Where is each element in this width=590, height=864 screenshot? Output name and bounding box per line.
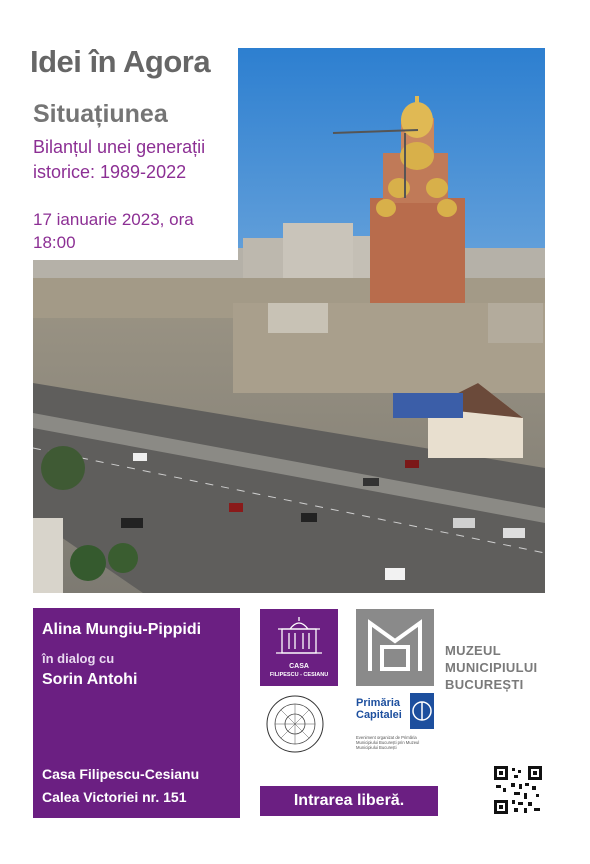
casa-logo-line2: FILIPESCU - CESIANU	[269, 672, 329, 678]
mb-monogram-icon	[356, 609, 434, 686]
event-title: Situațiunea	[33, 100, 168, 128]
muzeu-name	[445, 642, 585, 693]
free-entry-badge: Intrarea liberă.	[260, 786, 438, 816]
primaria-mark-icon	[410, 693, 434, 729]
muzeu-line-1: MUZEUL	[445, 643, 501, 658]
primaria-line-2: Capitalei	[356, 709, 402, 721]
speaker-2: Sorin Antohi	[42, 671, 138, 688]
casa-logo-line1: CASA	[289, 663, 309, 670]
muzeu-mark-logo	[356, 609, 434, 686]
speaker-1: Alina Mungiu-Pippidi	[42, 621, 202, 638]
qr-code-icon[interactable]	[494, 766, 542, 814]
casa-filipescu-logo	[260, 609, 338, 686]
muzeu-line-3: BUCUREȘTI	[445, 677, 524, 692]
speakers-panel	[33, 608, 240, 818]
primaria-line-1: Primăria	[356, 697, 401, 709]
primaria-name	[356, 697, 406, 721]
organizer-note: Eveniment organizat de Primăria Municipiului București prin Muzeul Municipiului București	[356, 735, 420, 750]
venue-name: Casa Filipescu-Cesianu	[42, 766, 200, 782]
event-subtitle: Bilanțul unei generații istorice: 1989-2022	[33, 137, 206, 182]
ordis-tertius-logo	[265, 694, 325, 754]
speaker-connector: în dialog cu	[42, 651, 115, 666]
event-series-title: Idei în Agora	[30, 44, 211, 79]
venue-address: Calea Victoriei nr. 151	[42, 789, 187, 805]
building-icon	[260, 609, 338, 659]
event-date: 17 ianuarie 2023, ora 18:00	[33, 210, 194, 252]
muzeu-line-2: MUNICIPIULUI	[445, 660, 538, 675]
